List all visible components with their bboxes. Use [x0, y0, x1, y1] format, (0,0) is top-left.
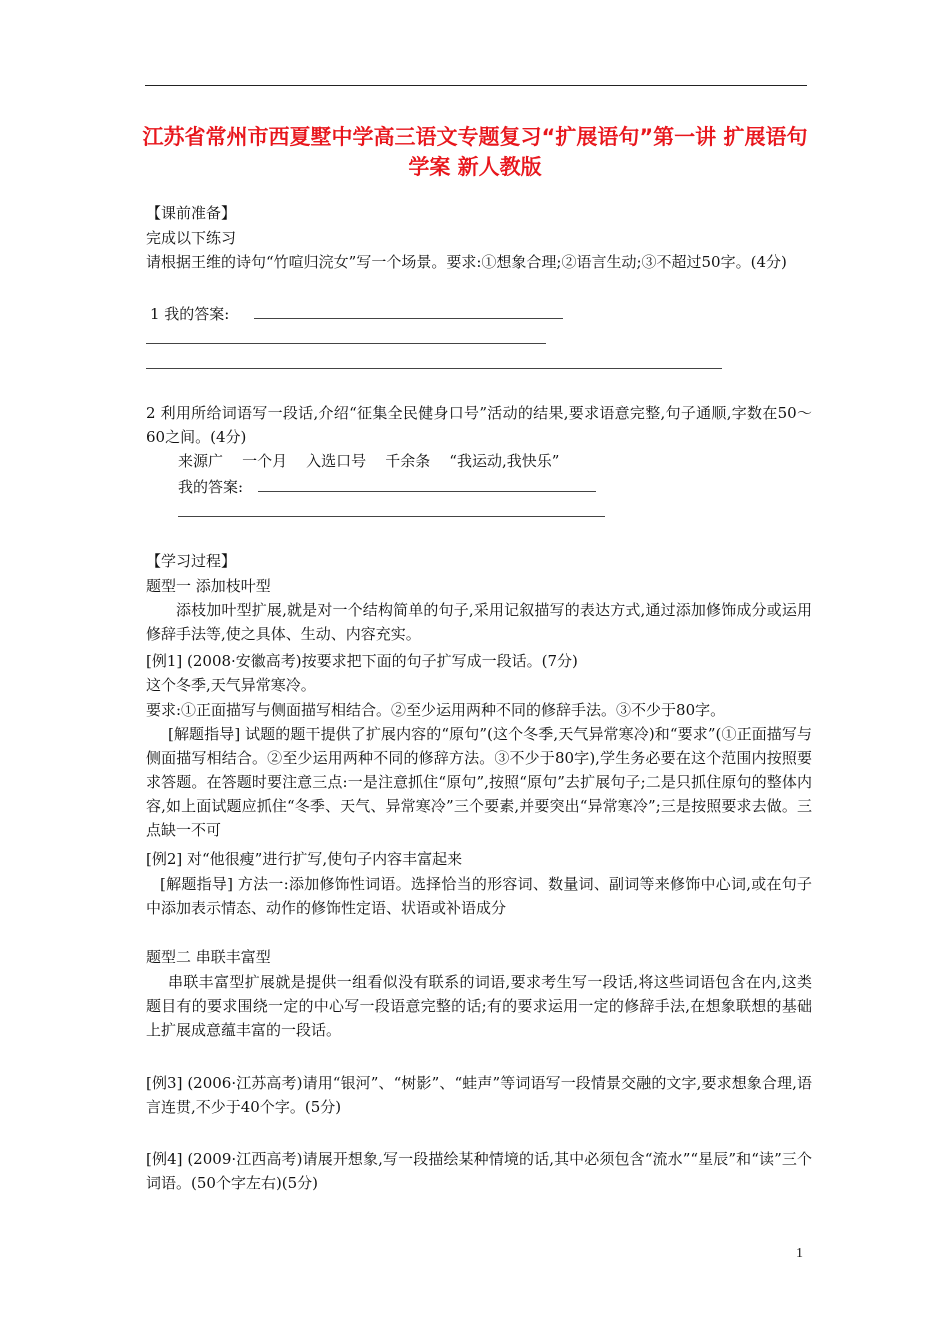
q1-prompt: 请根据王维的诗句“竹喧归浣女”写一个场景。要求:①想象合理;②语言生动;③不超过50字。(4分) [146, 253, 787, 271]
process-heading: 【学习过程】 [146, 552, 237, 570]
type1-title: 题型一 添加枝叶型 [146, 577, 271, 595]
prep-heading: 【课前准备】 [146, 204, 237, 222]
q2-prompt: 2 利用所给词语写一段话,介绍“征集全民健身口号”活动的结果,要求语意完整,句子通顺,字数在50～60之间。(4分) [146, 404, 812, 446]
answer-line [258, 491, 596, 492]
example-1-sentence: 这个冬季,天气异常寒冷。 [146, 676, 316, 694]
type1-desc: 添枝加叶型扩展,就是对一个结构简单的句子,采用记叙描写的表达方式,通过添加修饰成分或运用修辞手法等,使之具体、生动、内容充实。 [146, 601, 812, 643]
answer-line [178, 516, 605, 517]
document-title: 江苏省常州市西夏墅中学高三语文专题复习“扩展语句”第一讲 扩展语句学案 新人教版 [142, 125, 808, 179]
answer-line [146, 343, 546, 344]
example-2: [例2] 对“他很瘦”进行扩写,使句子内容丰富起来 [146, 850, 463, 868]
example-1: [例1] (2008·安徽高考)按要求把下面的句子扩写成一段话。(7分) [146, 652, 578, 670]
example-2-guide: [解题指导] 方法一:添加修饰性词语。选择恰当的形容词、数量词、副词等来修饰中心词,或在句子中添加表示情态、动作的修饰性定语、状语或补语成分 [146, 875, 812, 917]
type2-desc: 串联丰富型扩展就是提供一组看似没有联系的词语,要求考生写一段话,将这些词语包含在内,这类题目有的要求围绕一定的中心写一段语意完整的话;有的要求运用一定的修辞手法,在想象联想的基础上扩展成意蕴丰富的一段话。 [146, 973, 812, 1039]
answer-line [254, 318, 563, 319]
example-3: [例3] (2006·江苏高考)请用“银河”、“树影”、“蛙声”等词语写一段情景交融的文字,要求想象合理,语言连贯,不少于40个字。(5分) [146, 1074, 812, 1116]
q1-answer-label: 1 我的答案: [150, 305, 230, 323]
q2-answer-label: 我的答案: [178, 478, 244, 496]
example-4: [例4] (2009·江西高考)请展开想象,写一段描绘某种情境的话,其中必须包含“流水”“星辰”和“读”三个词语。(50个字左右)(5分) [146, 1150, 812, 1192]
example-1-guide: [解题指导] 试题的题干提供了扩展内容的“原句”(这个冬季,天气异常寒冷)和“要求”(①正面描写与侧面描写相结合。②至少运用两种不同的修辞方法。③不少于80字),学生务必要在这个范围内按照要求答题。在答题时要注意三点:一是注意抓住“原句”,按照“原句”去扩展句子;二是只抓住原句的整体内容,如上面试题应抓住“冬季、天气、异常寒冷”三个要素,并要突出“异常寒冷”;三是按照要求去做。三点缺一不可 [146, 725, 812, 839]
type2-title: 题型二 串联丰富型 [146, 948, 271, 966]
q2-words: 来源广 一个月 入选口号 千余条 “我运动,我快乐” [178, 452, 560, 470]
page-number: 1 [796, 1246, 803, 1261]
answer-line [146, 368, 722, 369]
prep-intro: 完成以下练习 [146, 229, 237, 247]
example-1-requirements: 要求:①正面描写与侧面描写相结合。②至少运用两种不同的修辞手法。③不少于80字。 [146, 701, 726, 719]
header-rule [145, 85, 807, 86]
